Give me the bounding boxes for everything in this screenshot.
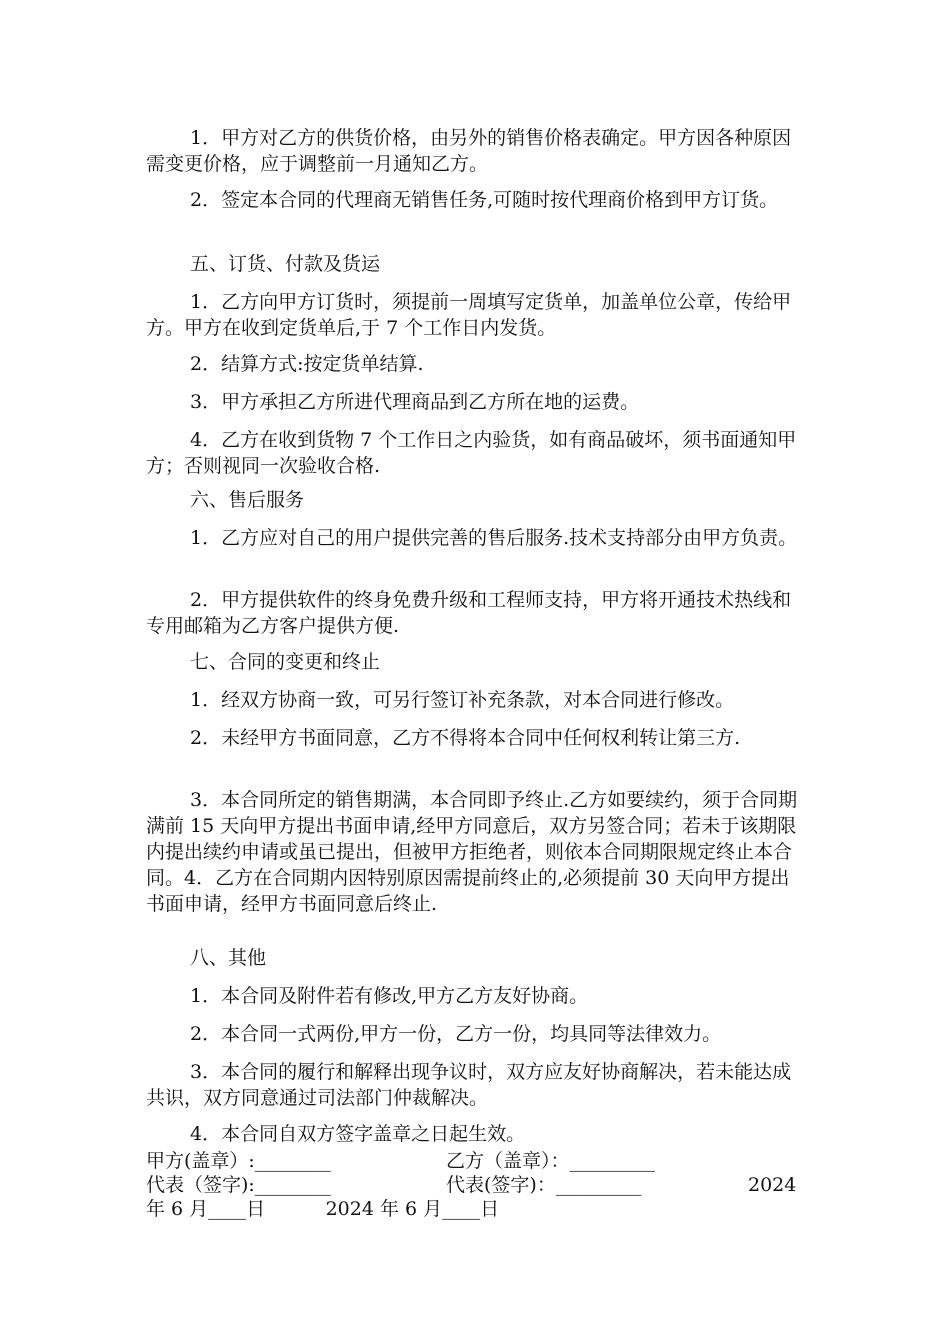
paragraph-after-sales-service: 1．乙方应对自己的用户提供完善的售后服务.技术支持部分由甲方负责。 xyxy=(190,527,798,549)
section-heading-other: 八、其他 xyxy=(190,947,267,969)
party-b-seal-line: 乙方（盖章）：_________ xyxy=(446,1150,656,1172)
paragraph-effective: 4．本合同自双方签字盖章之日起生效。 xyxy=(190,1123,526,1145)
section-heading-after-sales: 六、售后服务 xyxy=(190,489,305,511)
paragraph-copies: 2．本合同一式两份,甲方一份，乙方一份，均具同等法律效力。 xyxy=(190,1023,722,1045)
section-heading-change-termination: 七、合同的变更和终止 xyxy=(190,651,381,673)
party-b-rep-line: 代表(签字)：_________ xyxy=(446,1174,642,1196)
paragraph-expiry-renewal: 3．本合同所定的销售期满，本合同即予终止.乙方如要续约，须于合同期满前 15 天向甲方提出书面申请,经甲方同意后，双方另签合同；若未于该期限内提出续约申请或虽已提出，但被甲方拒绝者，则依本合同期限规定终止本合同。4．乙方在合同期内因特别原因需提前终止的,必须提前 30 天向甲方提出书面申请，经甲方书面同意后终止. xyxy=(146,789,798,915)
party-a-rep-line: 代表（签字):________ xyxy=(146,1174,331,1196)
paragraph-inspection: 4．乙方在收到货物 7 个工作日之内验货，如有商品破坏，须书面通知甲方；否则视同一次验收合格. xyxy=(146,429,797,477)
party-a-seal-line: 甲方(盖章）:________ xyxy=(146,1150,331,1172)
signature-year: 2024 xyxy=(748,1174,797,1196)
paragraph-disputes: 3．本合同的履行和解释出现争议时，双方应友好协商解决，若未能达成共识，双方同意通过司法部门仲裁解决。 xyxy=(146,1061,792,1109)
paragraph-settlement: 2．结算方式:按定货单结算. xyxy=(190,353,424,375)
paragraph-amendment: 1．经双方协商一致，可另行签订补充条款，对本合同进行修改。 xyxy=(190,689,735,711)
paragraph-freight: 3．甲方承担乙方所进代理商品到乙方所在地的运费。 xyxy=(190,391,640,413)
paragraph-amend-attachments: 1．本合同及附件若有修改,甲方乙方友好协商。 xyxy=(190,985,589,1007)
paragraph-no-transfer: 2．未经甲方书面同意，乙方不得将本合同中任何权利转让第三方. xyxy=(190,727,741,749)
paragraph-ordering: 1．乙方向甲方订货时，须提前一周填写定货单，加盖单位公章，传给甲方。甲方在收到定货单后,于 7 个工作日内发货。 xyxy=(146,291,792,339)
paragraph-upgrade-support: 2．甲方提供软件的终身免费升级和工程师支持，甲方将开通技术热线和专用邮箱为乙方客户提供方便. xyxy=(146,589,792,637)
section-heading-ordering: 五、订货、付款及货运 xyxy=(190,253,381,275)
paragraph-no-sales-task: 2．签定本合同的代理商无销售任务,可随时按代理商价格到甲方订货。 xyxy=(190,189,779,211)
signature-date-line: 年 6 月____日 2024 年 6 月____日 xyxy=(146,1198,500,1220)
paragraph-price: 1．甲方对乙方的供货价格，由另外的销售价格表确定。甲方因各种原因需变更价格，应于调整前一月通知乙方。 xyxy=(146,127,792,175)
